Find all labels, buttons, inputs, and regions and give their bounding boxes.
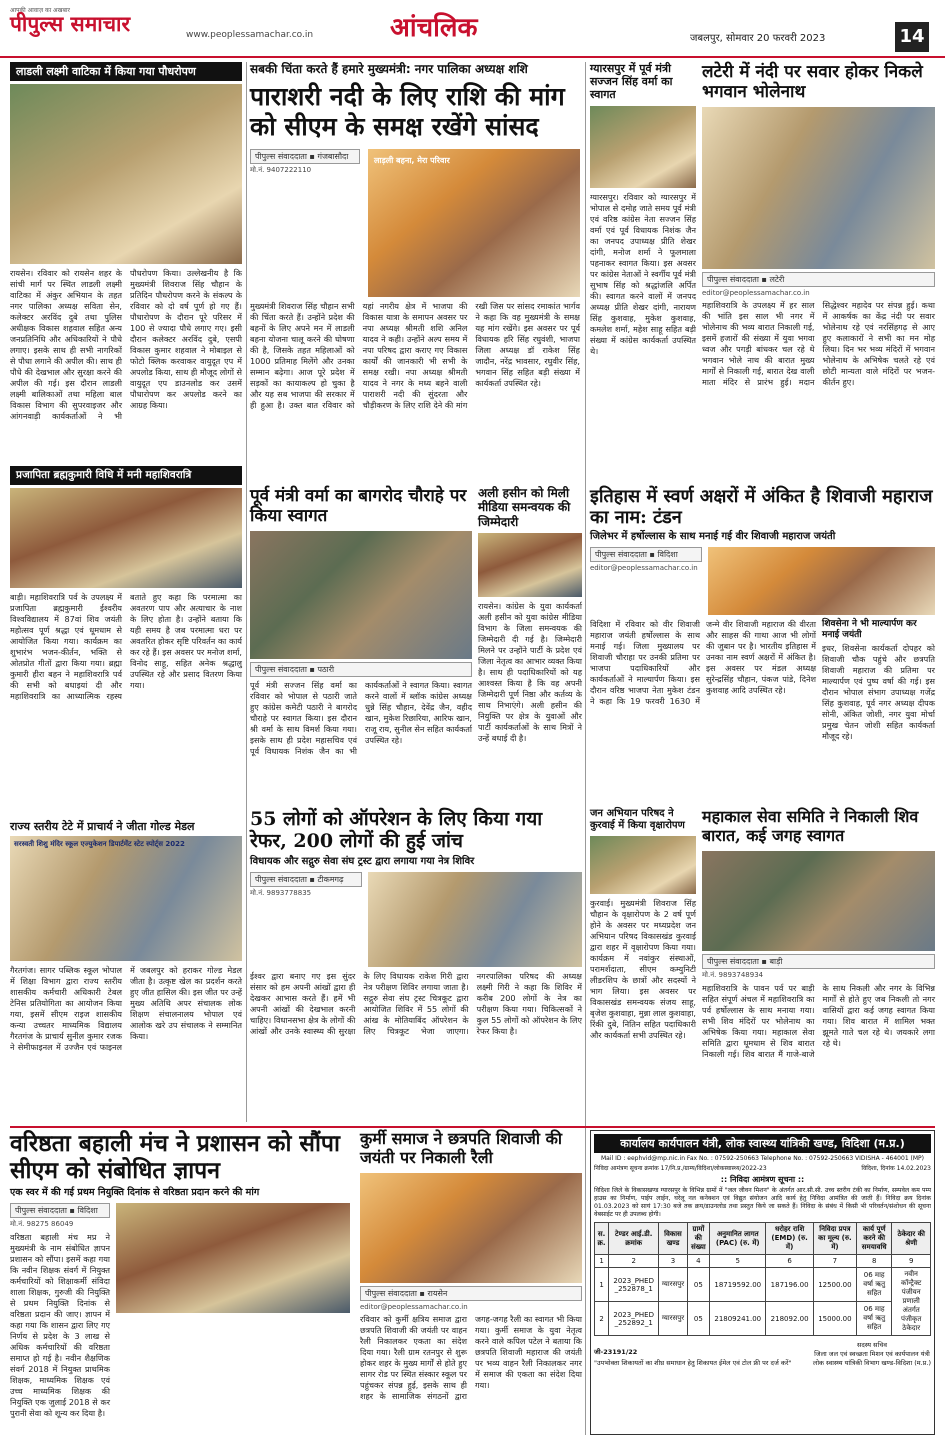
tender-cell: ग्यारसपुर xyxy=(659,1268,687,1302)
tender-cell: 06 माह वर्षा ऋतु सहित xyxy=(857,1268,892,1302)
tender-col-number: 1 xyxy=(595,1255,609,1268)
story-body: ईश्वर द्वारा बनाए गए इस सुंदर संसार को हम अपनी आंखों द्वारा ही देखकर आभास करते हैं। हमें भी अपनी आंखों की देखभाल करनी चाहिए। विधानसभा क्षेत्र के लोगों की आंखों और उनके स्वास्थ्य की सुरक्षा के लिए विधायक राकेश गिरी द्वारा नेत्र परीक्षण शिविर लगाया जाता है। सद्गुरु सेवा संघ ट्रस्ट चित्रकूट द्वारा आयोजित शिविर में 55 लोगों की आंख के मोतियाबिंद ऑपरेशन के लिए चित्रकूट भेजा जाएगा। नगरपालिका परिषद की अध्यक्ष लक्ष्मी गिरी ने कहा कि शिविर में करीब 200 लोगों के नेत्र का परीक्षण किया गया। चिकित्सकों ने कुल 55 लोगों को ऑपरेशन के लिए रेफर किया है। xyxy=(250,970,582,1036)
tender-footer-code: जी-23191/22 xyxy=(594,1348,638,1357)
story-ali xyxy=(478,486,582,801)
tender-col-header: धरोहर राशि (EMD) (रु. में) xyxy=(766,1223,813,1255)
story-body: महाशिवरात्रि के उपलक्ष्य में हर साल की भांति इस साल भी नगर में भोलेनाथ की भव्य बारात निकाली गई, इसमें हजारों की संख्या में युवा भगवा ध्वज और पगड़ी बांधकर चल रहे थे भगवान भोले नाथ की बारात मुख्य मार्गों से निकाली गई, बारात देख वाली माता मंदिर से प्रारंभ हुई। मदान सिद्धेश्वर महादेव पर संपन्न हुई। कथा में आकर्षक का केंद्र नंदी पर सवार भोलेनाथ रहे एवं नरसिंहगढ़ से आए हुए कलाकारों ने सभी का मन मोह लिया। दिन भर भव्य मंदिरों में भगवान भोलेनाथ के अभिषेक चलते रहे एवं छोटी मान्यता वाले मंदिरों पर भजन-कीर्तन हुए। xyxy=(702,300,935,388)
section-title: आंचलिक xyxy=(390,13,478,43)
tender-cell: 218092.00 xyxy=(766,1302,813,1336)
story-kicker: सबकी चिंता करते हैं हमारे मुख्यमंत्री: नगर पालिका अध्यक्ष शशि xyxy=(250,62,528,76)
tender-cell: 06 माह वर्षा ऋतु सहित xyxy=(857,1302,892,1336)
story-photo xyxy=(10,84,242,264)
section-divider xyxy=(10,1126,935,1128)
story-photo xyxy=(116,1203,350,1313)
story-photo xyxy=(702,107,935,269)
story-headline: लटेरी में नंदी पर सवार होकर निकले भगवान भोलेनाथ xyxy=(702,62,923,103)
story-headline: जन अभियान परिषद ने कुरवाई में किया वृक्षारोपण xyxy=(590,808,685,831)
tender-category-cell: नवीन कॉन्ट्रैक्ट पंजीयन प्रणाली अंतर्गत पंजीकृत ठेकेदार xyxy=(892,1268,931,1336)
tender-colnum-row xyxy=(595,1255,931,1268)
reporter-email[interactable]: editor@peoplessamachar.co.in xyxy=(590,564,698,573)
story-subhead: एक स्वर में की गई प्रथम नियुक्ति दिनांक से वरिष्ठता प्रदान करने की मांग xyxy=(10,1187,260,1199)
story-bagrod xyxy=(250,486,472,801)
tender-notice-title: :: निविदा आमंत्रण सूचना :: xyxy=(720,1175,805,1184)
tender-cell: 05 xyxy=(687,1268,709,1302)
photo-banner: लाड़ली बहना, मेरा परिवार xyxy=(374,156,450,166)
reporter-phone: मो.नं. 98275 86049 xyxy=(10,1219,74,1228)
story-body: मुख्यमंत्री शिवराज सिंह चौहान सभी की चिंता करते हैं। उन्होंने प्रदेश की बहनों के लिए अपने मन में लाडली बहना योजना चालू करने की घोषणा की है, जिसके तहत महिलाओं को 1000 प्रतिमाह मिलेंगे और उनका सम्मान बढ़ेगा। आज पूरे प्रदेश में सड़कों का कायाकल्प हो चुका है और यह सब भाजपा की सरकार में ही हुआ है। उक्त बात रविवार को यहां नगरीय क्षेत्र में भाजपा की विकास यात्रा के समापन अवसर पर नपा अध्यक्ष श्रीमती शशि अनिल यादव ने कही। उन्होंने अल्प समय में नपा परिषद द्वारा कराए गए विकास कार्यों की जानकारी भी सभी के समक्ष रखी। नपा अध्यक्ष श्रीमती यादव ने नगर के मध्य बहने वाली पाराशरी नदी की सुंदरता और चौड़ीकरण के लिए राशि देने की मांग रखी जिस पर सांसद रमाकांत भार्गव ने कहा कि वह मुख्यमंत्री के समक्ष यह मांग रखेंगे। इस अवसर पर पूर्व विधायक हरि सिंह रघुवंशी, भाजपा जिला अध्यक्ष डॉ राकेश सिंह जादौन, नरेंद्र भावसार, रघुवीर सिंह, भगवान सिंह सहित बड़ी संख्या में कार्यकर्ता उपस्थित रहे। xyxy=(250,301,580,411)
byline: पीपुल्स संवाददाता ▪ रायसेन xyxy=(360,1286,582,1301)
reporter-phone: मो.नं. 9893748934 xyxy=(702,970,764,979)
tender-id-cell: 2023_PHED _252878_1 xyxy=(609,1268,659,1302)
website-url[interactable]: www.peoplessamachar.co.in xyxy=(186,30,314,40)
story-netra xyxy=(250,808,582,1124)
story-body: ग्यारसपुर। रविवार को ग्यारसपुर में भोपाल से दमोह जाते समय पूर्व मंत्री एवं वरिष्ठ कांग्रेस नेता सज्जन सिंह वर्मा एवं पूर्व विधायक निशंक जैन का जनपद उपाध्यक्ष प्रीति शेखर दांगी, मनोज शर्मा ने फूलमाला पहनाकर स्वागत किया। इस अवसर पर कांग्रेस नेताओं ने स्वर्गीय पूर्व मंत्री सुभाष सिंह को श्रद्धांजलि अर्पित की। स्वागत करने वालों में जनपद अध्यक्ष प्रीति शेखर दांगी, नारायण सिंह कुशवाह, मुकेश कुशवाह, कमलेश शर्मा, महेश साहू सहित बड़ी संख्या में कांग्रेस कार्यकर्ता उपस्थित थे। xyxy=(590,191,696,356)
reporter-phone: मो.नं. 9893778835 xyxy=(250,888,312,897)
tender-cell: 21809241.00 xyxy=(710,1302,766,1336)
story-photo xyxy=(360,1173,582,1283)
tender-col-header: विकास खण्ड xyxy=(659,1223,687,1255)
tender-cell: ग्यारसपुर xyxy=(659,1302,687,1336)
tender-col-number: 2 xyxy=(609,1255,659,1268)
tender-col-number: 5 xyxy=(710,1255,766,1268)
tender-col-header: निविदा प्रपत्र का मूल्य (रु. में) xyxy=(813,1223,856,1255)
tender-cell: 05 xyxy=(687,1302,709,1336)
tender-col-number: 9 xyxy=(892,1255,931,1268)
story-photo xyxy=(368,149,580,297)
story-body: कुरवाई। मुख्यमंत्री शिवराज सिंह चौहान के वृक्षारोपण के 2 वर्ष पूर्ण होने के अवसर पर मध्यप्रदेश जन अभियान परिषद विकासखंड कुरवाई द्वारा शहर में वृक्षारोपण किया गया। कार्यक्रम में नवांकुर संस्थाओं, परामर्शदाता, सीएम कम्युनिटी लीडरशिप के छात्रों और सदस्यों ने भाग लिया। इस अवसर पर विकासखंड समन्वयक संजय साहू, बृजेश कुशवाहा, मुन्ना लाल कुशवाहा, रिंकी दुबे, नितिन सहित पदाधिकारी और कार्यकर्ता सभी उपस्थित रहे। xyxy=(590,898,696,1040)
tender-col-header: स. क्र. xyxy=(595,1223,609,1255)
tender-col-number: 3 xyxy=(659,1255,687,1268)
story-headline: राज्य स्तरीय टेटे में प्राचार्य ने जीता गोल्ड मेडल xyxy=(10,820,195,833)
story-photo xyxy=(10,836,242,961)
reporter-phone: मो.नं. 9407222110 xyxy=(250,166,312,175)
story-bahali xyxy=(10,1130,350,1435)
table-row xyxy=(595,1268,931,1302)
story-brahmakumari xyxy=(10,466,242,796)
story-headline: पाराशरी नदी के लिए राशि की मांग को सीएम के समक्ष रखेंगे सांसद xyxy=(250,82,565,141)
column-divider xyxy=(585,62,586,1435)
story-photo xyxy=(708,547,935,615)
story-headline: लाडली लक्ष्मी वाटिका में किया गया पौधरोपण xyxy=(10,62,242,81)
story-photo xyxy=(10,488,242,588)
tender-col-number: 6 xyxy=(766,1255,813,1268)
tender-col-header: ग्रामों की संख्या xyxy=(687,1223,709,1255)
story-headline: प्रजापिता ब्रह्मकुमारी विधि में मनी महाशिवरात्रि xyxy=(10,466,242,485)
tender-notice xyxy=(590,1130,935,1435)
story-headline: वरिष्ठता बहाली मंच ने प्रशासन को सौंपा सीएम को संबोधित ज्ञापन xyxy=(10,1130,340,1185)
byline: पीपुल्स संवाददाता ▪ पठारी xyxy=(250,662,472,677)
byline: पीपुल्स संवाददाता ▪ विदिशा xyxy=(10,1203,110,1218)
tender-cell: 18719592.00 xyxy=(710,1268,766,1302)
story-photo xyxy=(590,836,696,894)
story-ladli xyxy=(10,62,242,462)
story-shivaji xyxy=(590,486,935,801)
table-row xyxy=(595,1302,931,1336)
story-photo xyxy=(702,851,935,951)
story-body: बाड़ी। महाशिवरात्रि पर्व के उपलक्ष्य में प्रजापिता ब्रह्मकुमारी ईश्वरीय विश्वविद्यालय में 87वां शिव जयंती महोत्सव पूर्ण श्रद्धा एवं धूमधाम से आयोजित किया गया। कार्यक्रम का शुभारंभ भजन-कीर्तन, भक्ति से ओतप्रोत गीतों द्वारा किया गया। ब्रह्मा कुमारी हीरा बहन ने महाशिवरात्रि पर्व की सभी को बधाइयां दी और महाशिवरात्रि का आध्यात्मिक रहस्य बताते हुए कहा कि परमात्मा का अवतरण पाप और अत्याचार के नाश के लिए होता है। उन्होंने बताया कि यही समय है जब परमात्मा धरा पर अवतरित होकर सृष्टि परिवर्तन का कार्य कर रहे हैं। इस अवसर पर मनोज शर्मा, विनोद साहू, सहित अनेक श्रद्धालु उपस्थित रहे और प्रसाद वितरण किया गया। xyxy=(10,591,242,701)
story-headline: अली हसीन को मिली मीडिया समन्वयक की जिम्मेदारी xyxy=(478,486,571,529)
story-body: वरिष्ठता बहाली मंच मप्र ने मुख्यमंत्री के नाम संबोधित ज्ञापन प्रशासन को सौंपा। इसमें कहा गया कि नवीन शिक्षक संवर्ग में नियुक्त कर्मचारियों को शिक्षाकर्मी संविदा शाला शिक्षक, गुरुजी की नियुक्ति से प्रथम नियुक्ति दिनांक से वरिष्ठता प्रदान की जाए। ज्ञापन में कहा गया कि शासन द्वारा लिए गए निर्णय से प्रदेश के 3 लाख से अधिक कर्मचारियों की वरिष्ठता समाप्त हो गई है। नवीन शैक्षणिक संवर्ग 2018 में नियुक्त प्राथमिक शिक्षक, माध्यमिक शिक्षक एवं उच्च माध्यमिक शिक्षक की नियुक्ति एक जुलाई 2018 से कर पुरानी सेवा को शून्य कर दिया है। xyxy=(10,1231,110,1418)
photo-banner: सरस्वती शिशु मंदिर स्कूल एज्युकेशन डिपार्टमेंट स्टेट स्पोर्ट्स 2022 xyxy=(14,840,185,849)
story-photo xyxy=(368,872,582,967)
masthead-tagline: आपकी आवाज़ का अखबार xyxy=(10,7,70,14)
story-headline: ग्यारसपुर में पूर्व मंत्री सज्जन सिंह वर्मा का स्वागत xyxy=(590,62,673,102)
story-parashari xyxy=(250,62,580,482)
story-headline: इतिहास में स्वर्ण अक्षरों में अंकित है शिवाजी महाराज का नाम: टंडन xyxy=(590,486,933,529)
profile-photo xyxy=(478,533,582,597)
page-number: 14 xyxy=(895,22,929,52)
tender-col-header: अनुमानित लागत (PAC) (रु. में) xyxy=(710,1223,766,1255)
story-photo xyxy=(590,106,696,188)
tender-col-header: कार्य पूर्ण करने की समयावधि xyxy=(857,1223,892,1255)
story-gyaraspur xyxy=(590,62,696,482)
tender-footer-note: "उपभोक्ता शिकायतों का शीघ्र समाधान हेतु शिकायत ईमेल एवं टोल फ्री पर दर्ज करें" xyxy=(594,1359,792,1368)
tender-col-number: 4 xyxy=(687,1255,709,1268)
tender-office: कार्यालय कार्यपालन यंत्री, लोक स्वास्थ्य यांत्रिकी खण्ड, विदिशा (म.प्र.) xyxy=(594,1134,931,1153)
story-body: रायसेन। रविवार को रायसेन शहर के सांची मार्ग पर स्थित लाडली लक्ष्मी वाटिका में अंकुर अभियान के तहत नगर पालिका अध्यक्ष सविता सेन, कलेक्टर अरविंद दुबे तथा पुलिस अधीक्षक विकास शहवाल सहित अन्य जनप्रतिनिधि और अधिकारियों ने पौधे लगाए। इसके साथ ही सभी नागरिकों से पौधा लगाने की अपील की। साथ ही पौधे की देखभाल और सुरक्षा करने की अपील की गई। इस दौरान लाडली लक्ष्मी बालिकाओं तथा महिला बाल विकास विभाग की सुपरवाइजर और आंगनवाड़ी कार्यकर्ताओं ने भी पौधरोपण किया। उल्लेखनीय है कि मुख्यमंत्री शिवराज सिंह चौहान के प्रतिदिन पौधरोपण करने के संकल्प के रविवार को दो वर्ष पूर्ण हो गए हैं। पौधारोपण के दौरान पूरे परिसर में 100 से ज्यादा पौधे लगाए गए। इसी दौरान कलेक्टर अरविंद दुबे, एसपी विकास कुमार शहवाल ने मोबाइल से फोटो क्लिक करवाकर वायुदूत एप में अपलोड किया, साथ ही मौजूद लोगों से वायुदूत एप डाउनलोड कर उसमें पौधारोपण कर अपलोड करने का आग्रह किया। xyxy=(10,268,242,422)
story-headline: 55 लोगों को ऑपरेशन के लिए किया गया रेफर, 200 लोगों की हुई जांच xyxy=(250,808,543,853)
tender-signatory-3: लोक स्वास्थ्य यांत्रिकी विभाग खण्ड-विदिशा (म.प्र.) xyxy=(812,1359,931,1368)
tender-cell: 2 xyxy=(595,1302,609,1336)
story-body: विदिशा में रविवार को वीर शिवाजी महाराज जयंती हर्षोल्लास के साथ मनाई गई। जिला मुख्यालय पर शिवाजी चौराहा पर उनकी प्रतिमा पर भाजपा पदाधिकारियों और कार्यकर्ताओं ने माल्यार्पण किया। इस दौरान वरिष्ठ भाजपा नेता मुकेश टंडन ने कहा कि 19 फरवरी 1630 में जन्मे वीर शिवाजी महाराज की वीरता और साहस की गाथा आज भी लोगों की जुबान पर है। भारतीय इतिहास में उनका नाम स्वर्ण अक्षरों में अंकित है। इस अवसर पर मंडल अध्यक्ष सुरेन्द्रसिंह चौहान, पंकज पांडे, दिनेश कुशवाह आदि उपस्थित रहे। xyxy=(590,619,816,707)
tender-header-row xyxy=(595,1223,931,1255)
byline: पीपुल्स संवाददाता ▪ टीकमगढ़ xyxy=(250,872,362,887)
tender-id-cell: 2023_PHED _252892_1 xyxy=(609,1302,659,1336)
story-photo xyxy=(250,531,472,659)
tender-cell: 15000.00 xyxy=(813,1302,856,1336)
masthead xyxy=(0,0,945,58)
tender-contact: Mail ID : eephvid@mp.nic.in Fax No. : 07592-250663 Telephone No. : 07592-250663 VIDISHA - 464001 (MP) xyxy=(600,1155,925,1162)
story-body: गैरतगंज। सागर पब्लिक स्कूल भोपाल में शिक्षा विभाग द्वारा राज्य स्तरीय शासकीय कर्मचारी अधिकारी टेबल टेनिस प्रतियोगिता का आयोजन किया गया, इसमें सीएम राइज शासकीय कन्या उच्चतर माध्यमिक विद्यालय गैरतगंज के प्राचार्य सुनील कुमार रजक ने सेमीफाइनल में उज्जैन एवं फाइनल में जबलपुर को हराकर गोल्ड मेडल जीता है। उत्कृष्ट खेल का प्रदर्शन करते हुए जीत हासिल की। इस जीत पर उन्हें मुख्य अतिथि अपर संचालक लोक शिक्षण संचालनालय भोपाल एवं आलोक खरे उप संचालक ने सम्मानित किया। xyxy=(10,965,242,1053)
tender-col-header: टेण्डर आई.डी. क्रमांक xyxy=(609,1223,659,1255)
tender-signatory-2: जिला जल एवं स्वच्छता मिशन एवं कार्यपालन यंत्री xyxy=(814,1350,930,1359)
tender-table xyxy=(594,1222,931,1336)
story-vruksharopan xyxy=(590,808,696,1124)
tender-cell: 1 xyxy=(595,1268,609,1302)
byline: पीपुल्स संवाददाता ▪ लटेरी xyxy=(702,272,935,287)
tender-col-number: 8 xyxy=(857,1255,892,1268)
story-headline: पूर्व मंत्री वर्मा का बागरोद चौराहे पर किया स्वागत xyxy=(250,486,467,527)
story-body: रविवार को कुर्मी क्षत्रिय समाज द्वारा छत्रपति शिवाजी की जयंती पर वाहन रैली निकालकर एकता का संदेश दिया गया। रैली ग्राम रतनपुर से शुरू होकर शहर के मुख्य मार्गों से होते हुए सागर रोड पर स्थित संस्कार स्कूल पर पहुंचकर संपन्न हुई, इसके साथ ही शहर के सामाजिक संगठनों द्वारा जगह-जगह रैली का स्वागत भी किया गया। कुर्मी समाज के युवा नेतृत्व करने वाले कपिल पटेल ने बताया कि छत्रपति शिवाजी महाराज की जयंती पर भव्य वाहन रैली निकालकर नगर में समाज की एकता का संदेश दिया गया। xyxy=(360,1313,582,1401)
tender-col-number: 7 xyxy=(813,1255,856,1268)
reporter-email[interactable]: editor@peoplessamachar.co.in xyxy=(360,1302,468,1311)
story-body-2: इधर, शिवसेना कार्यकर्ता दोपहर को शिवाजी चौक पहुंचे और छत्रपति शिवाजी महाराज की प्रतिमा पर माल्यार्पण एवं पुष्प वर्षा की गई। इस दौरान भोपाल संभाग उपाध्यक्ष गजेंद्र सिंह कुशवाह, पूर्व नगर अध्यक्ष दीपक सोनी, अंकित जोशी, नगर युवा मोर्चा प्रमुख चेतन जोशी सहित कार्यकर्ता मौजूद रहे। xyxy=(822,643,935,742)
story-headline: महाकाल सेवा समिति ने निकाली शिव बारात, कई जगह स्वागत xyxy=(702,807,919,845)
tender-cell: 12500.00 xyxy=(813,1268,856,1302)
byline: पीपुल्स संवाददाता ▪ बाड़ी xyxy=(702,954,935,969)
story-subhead: जिलेभर में हर्षोल्लास के साथ मनाई गई वीर शिवाजी महाराज जयंती xyxy=(590,531,836,543)
story-tet xyxy=(10,820,242,1120)
byline: पीपुल्स संवाददाता ▪ गंजबासौदा xyxy=(250,149,360,164)
reporter-email[interactable]: editor@peoplessamachar.co.in xyxy=(702,289,810,298)
byline: पीपुल्स संवाददाता ▪ विदिशा xyxy=(590,547,702,562)
tender-ref-date: विदिशा, दिनांक 14.02.2023 xyxy=(861,1165,931,1172)
tender-cell: 187196.00 xyxy=(766,1268,813,1302)
issue-date: जबलपुर, सोमवार 20 फरवरी 2023 xyxy=(690,33,826,44)
story-subhead: विधायक और सद्गुरु सेवा संघ ट्रस्ट द्वारा लगाया गया नेत्र शिविर xyxy=(250,855,475,867)
newspaper-logo: पीपुल्स समाचार xyxy=(10,12,131,36)
tender-col-header: ठेकेदार की श्रेणी xyxy=(892,1223,931,1255)
tender-ref: निविदा आमंत्रण सूचना क्रमांक 17/नि.प्र./ग्राम्य/विदिशा/लोकस्वास्थ्य/2022-23 xyxy=(594,1165,767,1172)
story-body: पूर्व मंत्री सज्जन सिंह वर्मा का रविवार को भोपाल से पठारी जाते हुए कांग्रेस कमेटी पठारी ने बागरोद चौराहे पर स्वागत किया। इस दौरान श्री वर्मा के साथ विमर्श किया गया। इसके साथ ही प्रदेश महासचिव एवं पूर्व विधायक निशंक जैन का भी कार्यकर्ताओं ने स्वागत किया। स्वागत करने वालों में ब्लॉक कांग्रेस अध्यक्ष धुन्ने सिंह चौहान, देवेंद्र जैन, वहीद खान, मुकेश रिछारिया, आरिफ खान, राजू राय, सुनील सेन सहित कार्यकर्ता उपस्थित रहे। xyxy=(250,680,472,757)
tender-signatory-1: सदस्य सचिव xyxy=(856,1341,887,1350)
story-body: महाशिवरात्रि के पावन पर्व पर बाड़ी सहित संपूर्ण अंचल में महाशिवरात्रि का पर्व हर्षोल्लास के साथ मनाया गया। सभी शिव मंदिरों पर भोलेनाथ का अभिषेक किया गया। महाकाल सेवा समिति द्वारा धूमधाम से शिव बारात निकाली गई। शिव बारात मैं गाजे-बाजे के साथ निकली और नगर के विभिन्न मार्गों से होते हुए जब निकली तो नगर वासियों द्वारा कई जगह स्वागत किया गया। शिव बारात में शामिल भक्त झूमते गाते चल रहे थे। जयकारे लगा रहे थे। xyxy=(702,982,935,1059)
story-body: रायसेन। कांग्रेस के युवा कार्यकर्ता अली हसीन को युवा कांग्रेस मीडिया विभाग के जिला समन्वयक की जिम्मेदारी दी गई है। जिम्मेदारी मिलने पर उन्होंने पार्टी के प्रदेश एवं जिला नेतृत्व का आभार व्यक्त किया है। साथ ही पदाधिकारियों को यह आश्वस्त किया है कि वह अपनी जिम्मेदारी पूर्ण निष्ठा और कर्तव्य के साथ निभाएंगे। अली हसीन की नियुक्ति पर क्षेत्र के युवाओं और पार्टी कार्यकर्ताओं के साथ मित्रों ने उन्हें बधाई दी है। xyxy=(478,601,582,744)
story-subhead-2: शिवसेना ने भी माल्यार्पण कर मनाई जयंती xyxy=(822,619,917,641)
story-kurmi xyxy=(360,1130,582,1435)
tender-notice-body: विदिशा जिले के विकासखण्ड ग्यारसपुर के विभिन्न ग्रामों में "जल जीवन मिशन" के अंतर्गत आर.सी.सी. उच्च स्तरीय टंकी का निर्माण, सम्पवेल कम पम्प हाउस का निर्माण, पाईप लाईन, घरेलू नल कनेक्शन एवं विद्युत संयोजन आदि कार्य हेतु निविदा आमंत्रित की जाती हैं। निविदा क्रय दिनांक 01.03.2023 को सायं 17:30 बजे तक क्रय/डाउनलोड तथा प्रस्तुत किये जा सकते हैं। निविदा के संबंध में किसी भी परिवर्तन/संशोधन की सूचना वेबसाईट पर ही उपलब्ध होगी। xyxy=(594,1187,931,1219)
column-divider xyxy=(246,62,247,1122)
story-headline: कुर्मी समाज ने छत्रपति शिवाजी की जयंती पर निकाली रैली xyxy=(360,1129,563,1167)
story-mahakal xyxy=(702,808,935,1124)
story-nandi xyxy=(702,62,935,482)
